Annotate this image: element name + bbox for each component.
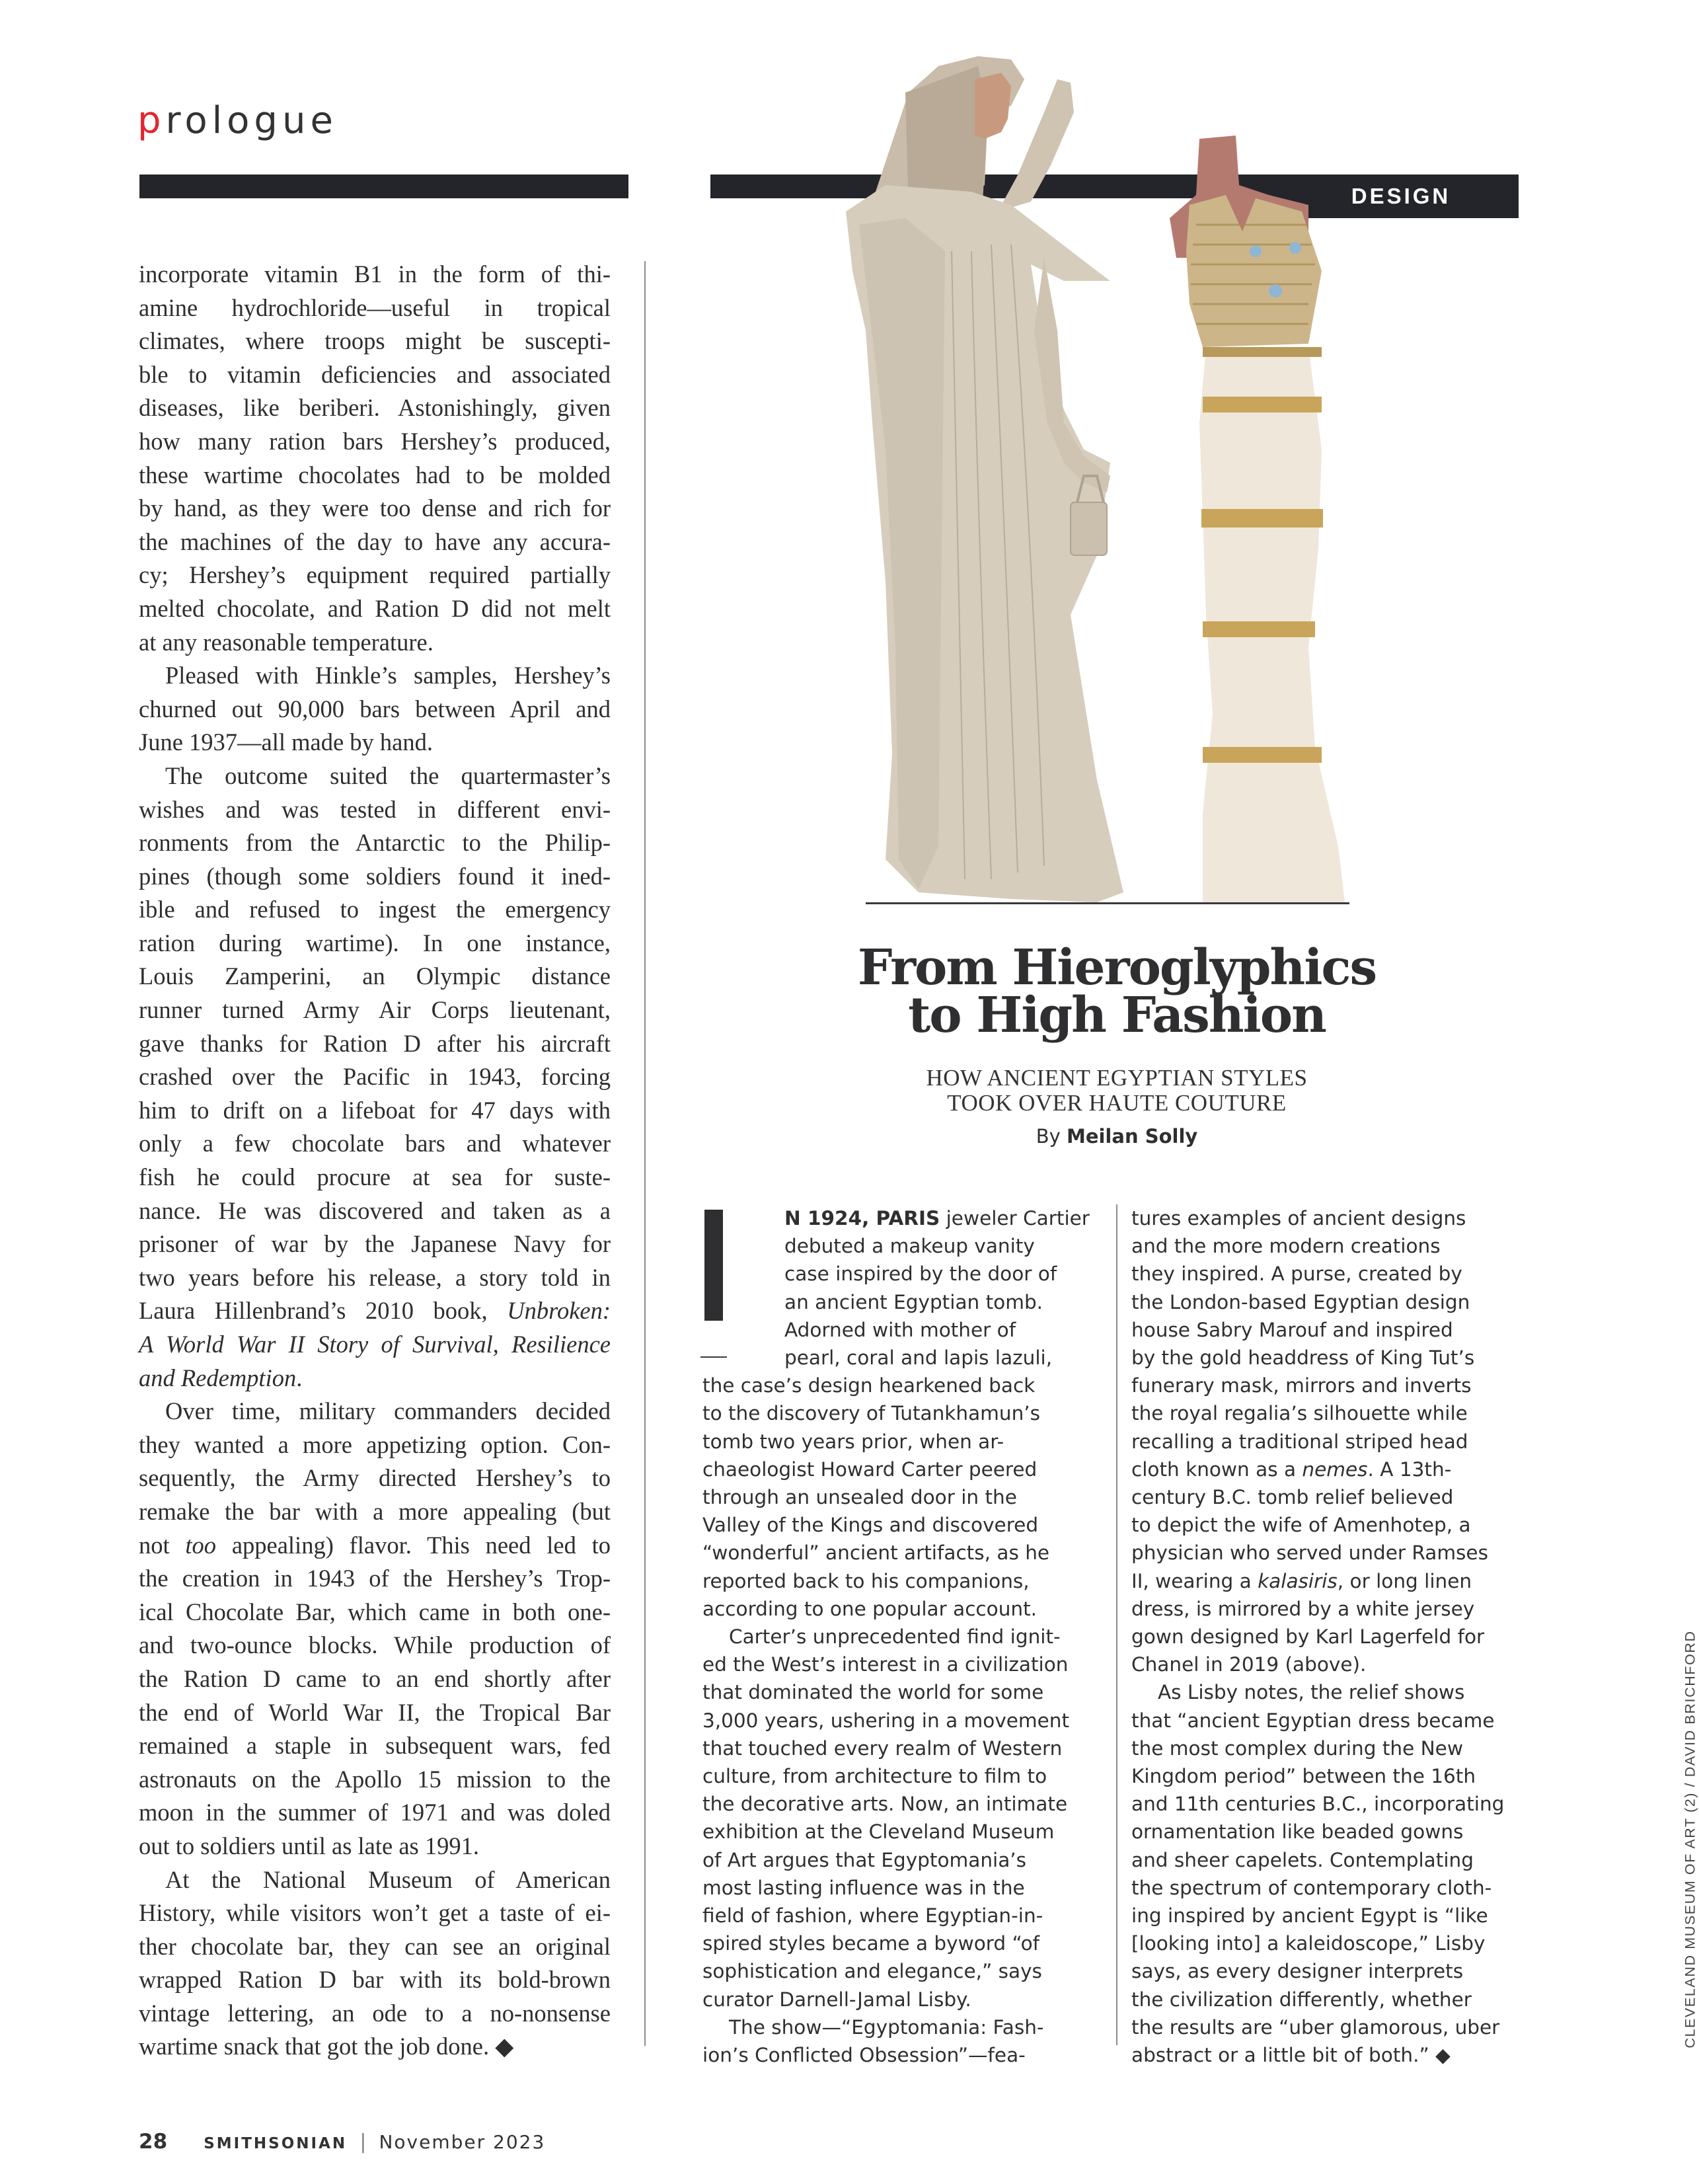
text-line: churned out 90,000 bars between April and xyxy=(139,695,611,722)
text-line: amine hydrochloride—useful in tropical xyxy=(139,293,611,321)
text-line: physician who served under Ramses xyxy=(1131,1541,1488,1565)
text-line: 3,000 years, ushering in a movement xyxy=(702,1709,1070,1732)
text-line: the end of World War II, the Tropical Bar xyxy=(139,1698,611,1726)
text-line: the results are “uber glamorous, uber xyxy=(1131,2015,1500,2039)
text-line: recalling a traditional striped head xyxy=(1131,1430,1468,1453)
left-column-text xyxy=(139,258,611,2064)
text-line: ical Chocolate Bar, which came in both one- xyxy=(139,1598,611,1625)
text-line: to depict the wife of Amenhotep, a xyxy=(1131,1514,1471,1537)
text-line: [looking into] a kaleidoscope,” Lisby xyxy=(1131,1932,1486,1955)
text-line: Over time, military commanders decided xyxy=(165,1397,611,1425)
photo-credit: CLEVELAND MUSEUM OF ART (2) / DAVID BRICHFORD xyxy=(1682,1630,1698,2048)
text-line: wartime snack that got the job done. ◆ xyxy=(139,2033,514,2060)
text-line: cy; Hershey’s equipment required partially xyxy=(139,561,611,589)
text-line: ornamentation like beaded gowns xyxy=(1131,1820,1464,1844)
text-line: funerary mask, mirrors and inverts xyxy=(1131,1374,1472,1397)
text-line: June 1937—all made by hand. xyxy=(139,728,434,756)
text-line: ible and refused to ingest the emergency xyxy=(139,896,611,923)
article-column-middle xyxy=(702,1204,1102,2069)
text-line: field of fashion, where Egyptian-in- xyxy=(702,1904,1043,1928)
text-line: dress, is mirrored by a white jersey xyxy=(1131,1597,1475,1620)
section-label-accent: p xyxy=(137,99,166,142)
text-line: tures examples of ancient designs xyxy=(1131,1207,1466,1229)
text-line: ration during wartime). In one instance, xyxy=(139,929,611,956)
book-title: A World War II Story of Survival, Resilience xyxy=(139,1331,611,1358)
text-line: the creation in 1943 of the Hershey’s Trop- xyxy=(139,1565,611,1592)
text-line: case inspired by the door of xyxy=(784,1263,1057,1286)
lead-rest: jeweler Cartier xyxy=(940,1207,1090,1229)
text-line: century B.C. tomb relief believed xyxy=(1131,1486,1454,1509)
text-line: sophistication and elegance,” says xyxy=(702,1960,1042,1983)
text-line: through an unsealed door in the xyxy=(702,1486,1017,1509)
lead-indented-block xyxy=(702,1204,1102,1372)
text-fragment: . A 13th- xyxy=(1367,1458,1452,1481)
text-line: prisoner of war by the Japanese Navy for xyxy=(139,1230,611,1258)
paragraph xyxy=(702,2013,1102,2069)
text-line: As Lisby notes, the relief shows xyxy=(1158,1681,1465,1704)
text-fragment: , or long linen xyxy=(1337,1569,1472,1592)
byline xyxy=(734,1125,1500,1148)
italic-term: kalasiris xyxy=(1258,1569,1338,1592)
relief-image xyxy=(846,56,1123,902)
text-line: Pleased with Hinkle’s samples, Hershey’s xyxy=(165,662,611,689)
text-line: History, while visitors won’t get a taste of ei- xyxy=(139,1899,611,1927)
deck-line-1: HOW ANCIENT EGYPTIAN STYLES xyxy=(926,1065,1308,1091)
text-line: astronauts on the Apollo 15 mission to the xyxy=(139,1765,611,1793)
department-label: DESIGN xyxy=(1351,184,1451,208)
article-deck xyxy=(734,1066,1500,1116)
paragraph xyxy=(139,760,611,1395)
text-line: runner turned Army Air Corps lieutenant, xyxy=(139,996,611,1024)
text-line: out to soldiers until as late as 1991. xyxy=(139,1832,479,1859)
text-line xyxy=(1131,1456,1534,1483)
article-column-right xyxy=(1131,1204,1534,2069)
paragraph xyxy=(1131,1678,1534,2069)
text-fragment: appealing) flavor. This need led to xyxy=(216,1531,611,1559)
text-line: the royal regalia’s silhouette while xyxy=(1131,1402,1468,1425)
text-line: sequently, the Army directed Hershey’s to xyxy=(139,1464,611,1492)
text-line xyxy=(139,1294,611,1328)
text-line: the London-based Egyptian design xyxy=(1131,1290,1470,1313)
text-fragment: not xyxy=(139,1531,186,1559)
text-line: the most complex during the New xyxy=(1131,1736,1463,1760)
text-line: culture, from architecture to film to xyxy=(702,1765,1047,1788)
text-line: nance. He was discovered and taken as a xyxy=(139,1196,611,1224)
photo-area xyxy=(846,53,1355,906)
text-line: The show—“Egyptomania: Fash- xyxy=(729,2015,1044,2039)
text-line: and 11th centuries B.C., incorporating xyxy=(1131,1793,1505,1816)
text-fragment: Laura Hillenbrand’s 2010 book, xyxy=(139,1297,508,1325)
text-line: the spectrum of contemporary cloth- xyxy=(1131,1876,1492,1899)
text-line: fish he could procure at sea for suste- xyxy=(139,1163,611,1191)
text-line: they inspired. A purse, created by xyxy=(1131,1263,1462,1286)
text-line: most lasting influence was in the xyxy=(702,1876,1025,1899)
text-line: tomb two years prior, when ar- xyxy=(702,1430,1004,1453)
paragraph xyxy=(702,1623,1102,2013)
text-line: Adorned with mother of xyxy=(784,1318,1016,1341)
text-line: moon in the summer of 1971 and was doled xyxy=(139,1799,611,1826)
text-line: ther chocolate bar, they can see an original xyxy=(139,1932,611,1960)
gown-image xyxy=(1170,136,1345,902)
photo-bottom-rule xyxy=(866,902,1349,904)
book-title: Unbroken: xyxy=(507,1297,611,1325)
book-title: and Redemption xyxy=(139,1364,297,1391)
text-line: pearl, coral and lapis lazuli, xyxy=(784,1346,1053,1370)
article-headline xyxy=(734,939,1500,1044)
paragraph xyxy=(1131,1204,1534,1678)
text-line: spired styles became a byword “of xyxy=(702,1932,1040,1955)
text-line: him to drift on a lifeboat for 47 days with xyxy=(139,1096,611,1124)
text-line: house Sabry Marouf and inspired xyxy=(1131,1318,1453,1341)
text-line: and the more modern creations xyxy=(1131,1235,1441,1258)
text-line: how many ration bars Hershey’s produced, xyxy=(139,427,611,455)
text-line: these wartime chocolates had to be molded xyxy=(139,461,611,488)
text-line: “wonderful” ancient artifacts, as he xyxy=(702,1541,1050,1565)
text-fragment: II, wearing a xyxy=(1131,1569,1258,1592)
text-line: wrapped Ration D bar with its bold-brown xyxy=(139,1966,611,1994)
text-line: the Ration D came to an end shortly after xyxy=(139,1664,611,1692)
text-line: by hand, as they were too dense and rich for xyxy=(139,494,611,522)
byline-prefix: By xyxy=(1036,1125,1067,1148)
text-line: Kingdom period” between the 16th xyxy=(1131,1765,1476,1788)
text-line: climates, where troops might be suscepti- xyxy=(139,327,611,355)
text-line: debuted a makeup vanity xyxy=(784,1235,1035,1258)
paragraph xyxy=(139,1863,611,2064)
page-number: 28 xyxy=(139,2130,168,2154)
text-line: reported back to his companions, xyxy=(702,1569,1030,1592)
text-line: only a few chocolate bars and whatever xyxy=(139,1130,611,1157)
text-line: Chanel in 2019 (above). xyxy=(1131,1653,1367,1676)
text-line: chaeologist Howard Carter peered xyxy=(702,1458,1038,1481)
text-line: ion’s Conflicted Obsession”—fea- xyxy=(702,2044,1026,2067)
text-line: to the discovery of Tutankhamun’s xyxy=(702,1402,1041,1425)
text-line: that touched every realm of Western xyxy=(702,1736,1063,1760)
text-line: Louis Zamperini, an Olympic distance xyxy=(139,962,611,990)
text-line: gown designed by Karl Lagerfeld for xyxy=(1131,1625,1485,1649)
text-line: of Art argues that Egyptomania’s xyxy=(702,1848,1027,1871)
emphasis: too xyxy=(185,1531,217,1559)
text-line: wishes and was tested in different envi- xyxy=(139,795,611,823)
text-line: and sheer capelets. Contemplating xyxy=(1131,1848,1474,1871)
text-line xyxy=(139,1362,611,1395)
text-line: remained a staple in subsequent wars, fed xyxy=(139,1732,611,1760)
text-fragment: . xyxy=(296,1364,303,1391)
text-line: says, as every designer interprets xyxy=(1131,1960,1464,1983)
text-line: an ancient Egyptian tomb. xyxy=(784,1290,1043,1313)
header-bar-left xyxy=(139,175,628,198)
paragraph xyxy=(139,659,611,760)
headline-line-2: to High Fashion xyxy=(908,987,1326,1044)
text-line: by the gold headdress of King Tut’s xyxy=(1131,1346,1475,1370)
text-line: ing inspired by ancient Egypt is “like xyxy=(1131,1904,1488,1928)
text-line: the decorative arts. Now, an intimate xyxy=(702,1793,1068,1816)
text-line: vintage lettering, an ode to a no-nonsense xyxy=(139,1999,611,2027)
text-line: pines (though some soldiers found it ined- xyxy=(139,862,611,890)
text-line: ble to vitamin deficiencies and associated xyxy=(139,360,611,388)
text-line: the civilization differently, whether xyxy=(1131,1988,1472,2011)
text-line: ed the West’s interest in a civilization xyxy=(702,1653,1069,1676)
italic-term: nemes xyxy=(1302,1458,1368,1481)
text-line: ronments from the Antarctic to the Philip- xyxy=(139,829,611,857)
text-line xyxy=(139,1529,611,1563)
text-line: exhibition at the Cleveland Museum xyxy=(702,1820,1055,1844)
lead-bold: N 1924, PARIS xyxy=(784,1207,940,1229)
text-line: that “ancient Egyptian dress became xyxy=(1131,1709,1495,1732)
text-fragment: cloth known as a xyxy=(1131,1458,1303,1481)
lead-line xyxy=(784,1204,1102,1232)
text-line: according to one popular account. xyxy=(702,1597,1038,1620)
text-line: melted chocolate, and Ration D did not melt xyxy=(139,594,611,622)
section-label-rest: rologue xyxy=(165,99,338,142)
text-line: diseases, like beriberi. Astonishingly, given xyxy=(139,394,611,422)
paragraph xyxy=(702,1372,1102,1623)
text-line: At the National Museum of American xyxy=(165,1865,611,1893)
paragraph xyxy=(139,1395,611,1863)
text-line: gave thanks for Ration D after his aircraft xyxy=(139,1029,611,1057)
text-line: remake the bar with a more appealing (but xyxy=(139,1497,611,1525)
text-line: crashed over the Pacific in 1943, forcing xyxy=(139,1063,611,1091)
column-rule-left xyxy=(644,261,646,2046)
text-line: at any reasonable temperature. xyxy=(139,628,434,656)
text-line: and two-ounce blocks. While production of xyxy=(139,1631,611,1659)
column-rule-middle xyxy=(1116,1204,1117,2045)
section-label xyxy=(137,99,338,142)
text-line: Valley of the Kings and discovered xyxy=(702,1514,1039,1537)
issue-date: November 2023 xyxy=(379,2131,546,2153)
deck-line-2: TOOK OVER HAUTE COUTURE xyxy=(947,1090,1287,1116)
paragraph xyxy=(139,258,611,659)
text-line: two years before his release, a story told in xyxy=(139,1263,611,1291)
footer-separator: | xyxy=(359,2130,367,2154)
byline-author: Meilan Solly xyxy=(1066,1125,1198,1148)
text-line: they wanted a more appetizing option. Con- xyxy=(139,1430,611,1458)
text-line: the case’s design hearkened back xyxy=(702,1374,1036,1397)
headline-line-1: From Hieroglyphics xyxy=(857,939,1377,996)
text-line: The outcome suited the quartermaster’s xyxy=(165,761,611,789)
text-line: Carter’s unprecedented find ignit- xyxy=(729,1625,1061,1649)
text-line: curator Darnell-Jamal Lisby. xyxy=(702,1988,971,2011)
text-line: incorporate vitamin B1 in the form of thi- xyxy=(139,260,611,288)
text-line xyxy=(1131,1567,1534,1595)
page-footer xyxy=(139,2130,545,2154)
text-line: that dominated the world for some xyxy=(702,1681,1044,1704)
text-line: abstract or a little bit of both.” ◆ xyxy=(1131,2044,1451,2067)
magazine-name: SMITHSONIAN xyxy=(204,2135,348,2152)
text-line: the machines of the day to have any accura- xyxy=(139,527,611,555)
